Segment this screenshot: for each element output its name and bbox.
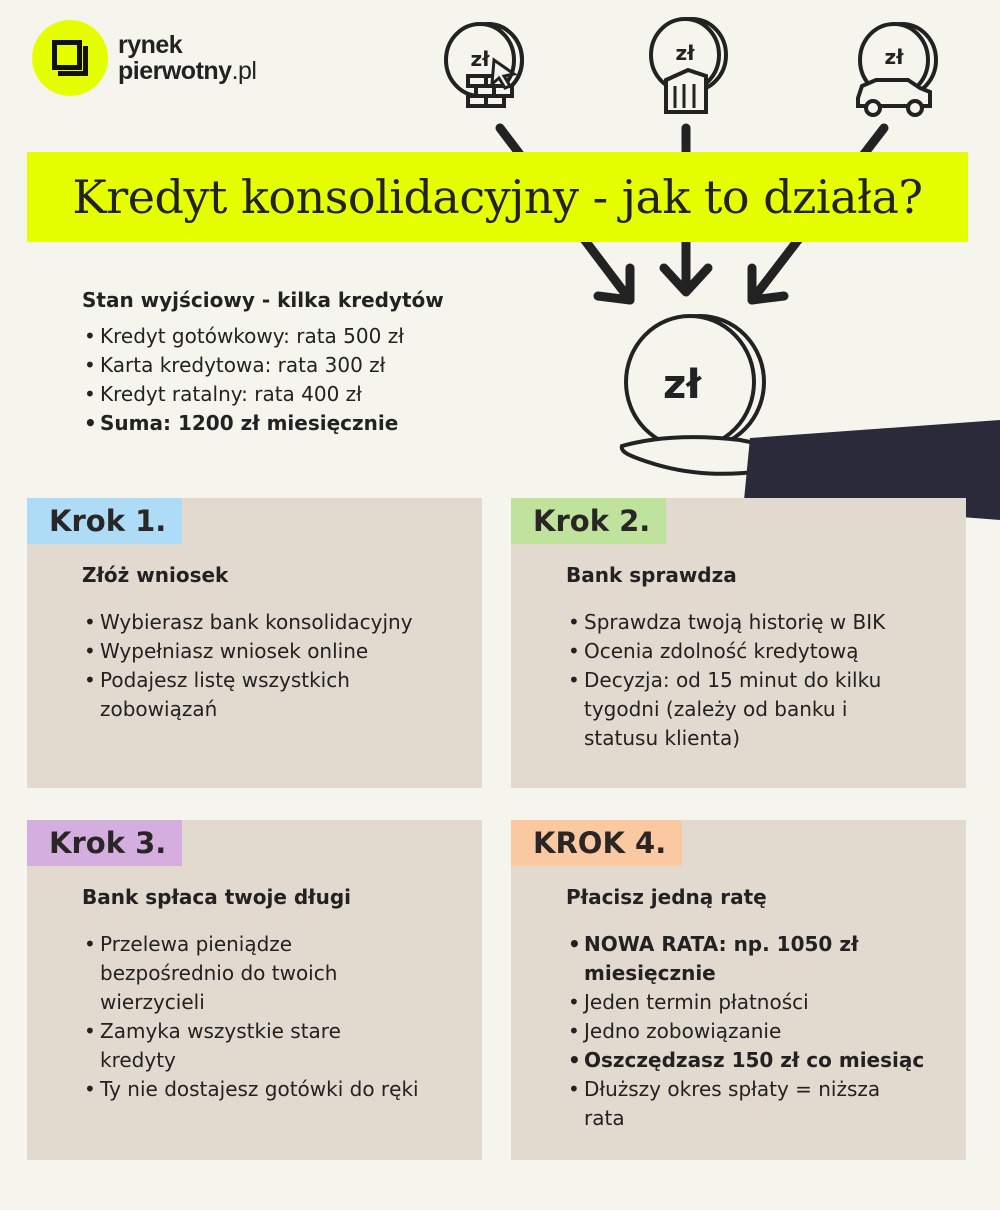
intro-list bbox=[82, 322, 444, 438]
list-item: • Dłuższy okres spłaty = niższa rata bbox=[566, 1075, 884, 1133]
list-item: • Podajesz listę wszystkich zobowiązań bbox=[82, 666, 442, 724]
list-item: • Ty nie dostajesz gotówki do ręki bbox=[82, 1075, 422, 1104]
list-item: • Jeden termin płatności bbox=[566, 988, 956, 1017]
step-tag-3: Krok 3. bbox=[27, 820, 182, 866]
intro-item: • Kredyt ratalny: rata 400 zł bbox=[82, 380, 444, 409]
list-item: • Oszczędzasz 150 zł co miesiąc bbox=[566, 1046, 956, 1075]
step-heading-2: Bank sprawdza bbox=[566, 563, 737, 587]
list-item: • NOWA RATA: np. 1050 zł miesięcznie bbox=[566, 930, 904, 988]
logo-line1: rynek bbox=[118, 31, 183, 59]
main-coin-symbol: zł bbox=[662, 362, 702, 408]
list-item: • Wybierasz bank konsolidacyjny bbox=[82, 608, 442, 637]
coin-building-icon bbox=[651, 19, 726, 112]
list-item: • Ocenia zdolność kredytową bbox=[566, 637, 951, 666]
intro-item-total: • Suma: 1200 zł miesięcznie bbox=[82, 409, 444, 438]
coin-bricks-cursor-icon bbox=[446, 24, 522, 106]
coin1-symbol: zł bbox=[470, 47, 490, 71]
coin2-symbol: zł bbox=[675, 41, 695, 65]
list-item: • Sprawdza twoją historię w BIK bbox=[566, 608, 951, 637]
step-list-2 bbox=[566, 608, 951, 753]
coin-car-icon bbox=[858, 24, 936, 115]
title-banner bbox=[27, 152, 968, 242]
page-title: Kredyt konsolidacyjny - jak to działa? bbox=[72, 170, 923, 224]
step-card-2 bbox=[511, 498, 966, 788]
step-card-1 bbox=[27, 498, 482, 788]
intro-item: • Karta kredytowa: rata 300 zł bbox=[82, 351, 444, 380]
intro-heading: Stan wyjściowy - kilka kredytów bbox=[82, 288, 444, 312]
list-item: • Wypełniasz wniosek online bbox=[82, 637, 442, 666]
step-tag-1: Krok 1. bbox=[27, 498, 182, 544]
step-list-1 bbox=[82, 608, 442, 724]
step-heading-1: Złóż wniosek bbox=[82, 563, 229, 587]
coin3-symbol: zł bbox=[884, 45, 904, 69]
intro-item: • Kredyt gotówkowy: rata 500 zł bbox=[82, 322, 444, 351]
step-heading-4: Płacisz jedną ratę bbox=[566, 885, 767, 909]
logo-line2-suffix: .pl bbox=[231, 57, 257, 85]
list-item: • Zamyka wszystkie stare kredyty bbox=[82, 1017, 422, 1075]
step-card-3 bbox=[27, 820, 482, 1160]
logo-line2-bold: pierwotny bbox=[118, 57, 232, 85]
list-item: • Jedno zobowiązanie bbox=[566, 1017, 956, 1046]
list-item: • Decyzja: od 15 minut do kilku tygodni (zależy od banku i statusu klienta) bbox=[566, 666, 914, 753]
step-list-3 bbox=[82, 930, 422, 1104]
step-card-4 bbox=[511, 820, 966, 1160]
intro-section bbox=[82, 288, 444, 438]
step-tag-4: KROK 4. bbox=[511, 820, 682, 866]
illustration bbox=[0, 0, 1000, 520]
step-heading-3: Bank spłaca twoje długi bbox=[82, 885, 352, 909]
coin-in-hand-icon bbox=[622, 316, 1000, 520]
step-tag-2: Krok 2. bbox=[511, 498, 666, 544]
step-list-4 bbox=[566, 930, 956, 1133]
list-item: • Przelewa pieniądze bezpośrednio do twoich wierzycieli bbox=[82, 930, 422, 1017]
